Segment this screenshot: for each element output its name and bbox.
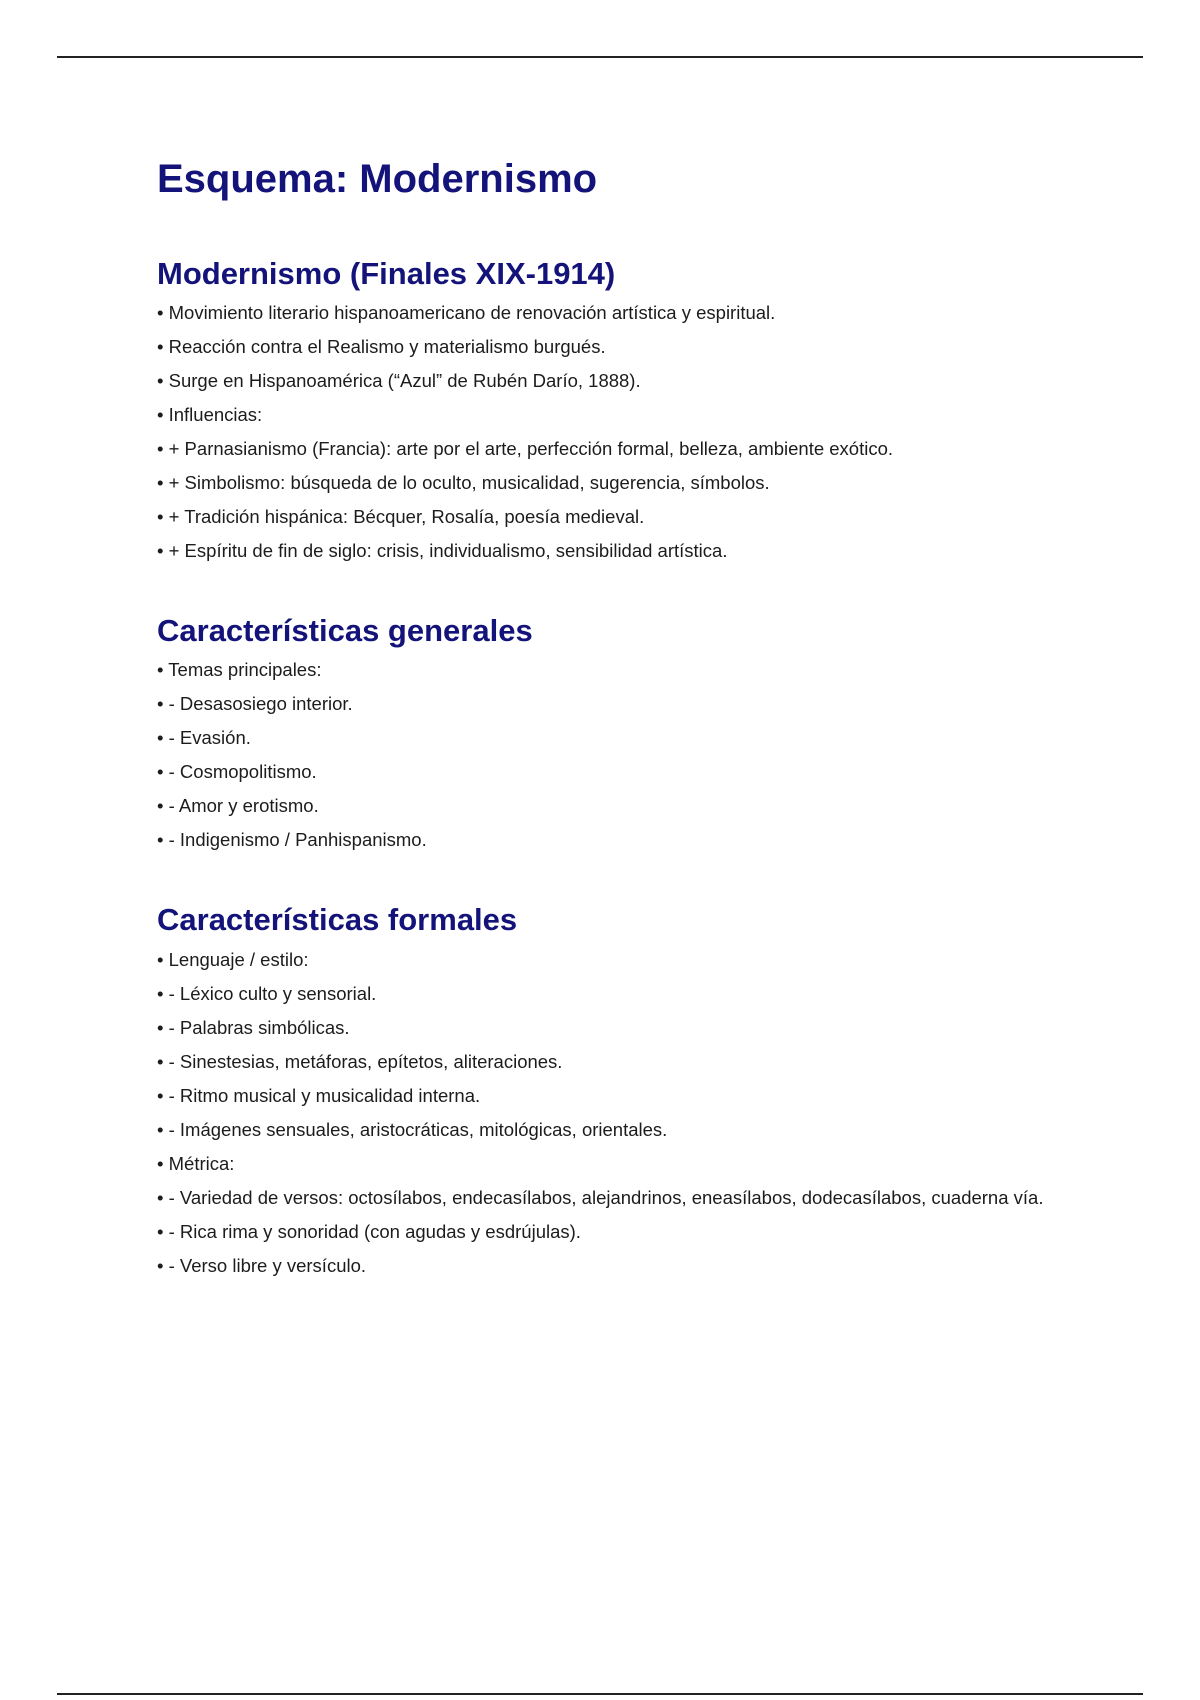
list-item: • - Sinestesias, metáforas, epítetos, aliteraciones. — [157, 1050, 563, 1072]
list-item: • Influencias: — [157, 404, 263, 426]
section-caracteristicas-formales — [157, 901, 1057, 1282]
list-item: • - Ritmo musical y musicalidad interna. — [157, 1084, 481, 1106]
list-item: • + Simbolismo: búsqueda de lo oculto, musicalidad, sugerencia, símbolos. — [157, 472, 770, 494]
list-item: • - Léxico culto y sensorial. — [157, 982, 377, 1004]
list-item: • + Espíritu de fin de siglo: crisis, individualismo, sensibilidad artística. — [157, 540, 728, 562]
list-item: • Reacción contra el Realismo y materialismo burgués. — [157, 336, 606, 358]
list-item: • Surge en Hispanoamérica (“Azul” de Rubén Darío, 1888). — [157, 370, 641, 392]
list-item: • - Rica rima y sonoridad (con agudas y esdrújulas). — [157, 1220, 581, 1242]
bullet-list — [157, 653, 1057, 857]
list-item: • + Parnasianismo (Francia): arte por el arte, perfección formal, belleza, ambiente exótico. — [157, 438, 894, 460]
list-item: • Temas principales: — [157, 659, 322, 681]
section-heading: Características formales — [157, 902, 518, 938]
section-modernismo — [157, 255, 1057, 568]
section-heading: Modernismo (Finales XIX-1914) — [157, 256, 616, 291]
list-item: • - Palabras simbólicas. — [157, 1016, 350, 1038]
list-item: • - Desasosiego interior. — [157, 693, 353, 715]
bottom-rule — [57, 1693, 1143, 1695]
list-item: • + Tradición hispánica: Bécquer, Rosalía, poesía medieval. — [157, 506, 645, 528]
list-item: • - Verso libre y versículo. — [157, 1254, 367, 1276]
list-item: • Métrica: — [157, 1152, 235, 1174]
list-item: • - Amor y erotismo. — [157, 795, 319, 817]
list-item: • Lenguaje / estilo: — [157, 948, 309, 970]
section-heading: Características generales — [157, 613, 533, 649]
page-title: Esquema: Modernismo — [157, 157, 598, 201]
bullet-list — [157, 943, 1057, 1283]
list-item: • - Imágenes sensuales, aristocráticas, mitológicas, orientales. — [157, 1118, 668, 1140]
top-rule — [57, 56, 1143, 58]
section-caracteristicas-generales — [157, 612, 1057, 857]
list-item: • - Cosmopolitismo. — [157, 761, 317, 783]
bullet-list — [157, 296, 1057, 568]
list-item: • - Indigenismo / Panhispanismo. — [157, 829, 427, 851]
document-body — [157, 155, 1057, 1283]
list-item: • Movimiento literario hispanoamericano de renovación artística y espiritual. — [157, 302, 776, 324]
list-item: • - Variedad de versos: octosílabos, endecasílabos, alejandrinos, eneasílabos, dodecasílabos, cuaderna vía. — [157, 1186, 1044, 1208]
list-item: • - Evasión. — [157, 727, 251, 749]
